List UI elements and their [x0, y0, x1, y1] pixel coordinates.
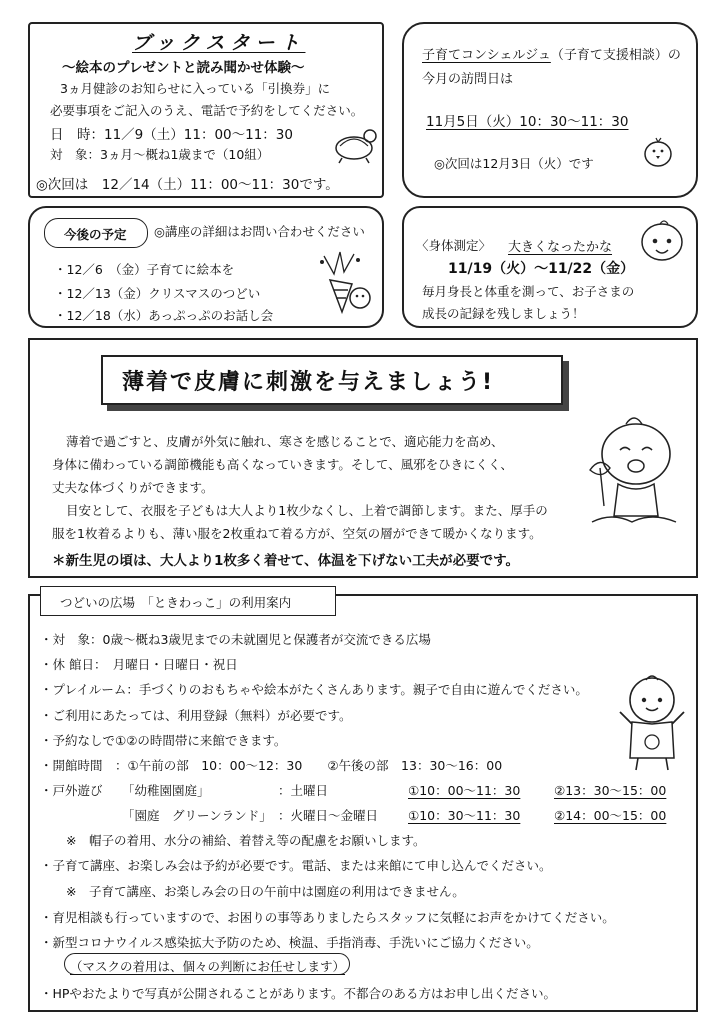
- concierge-title-rest: （子育て支援相談）の: [550, 48, 681, 63]
- turtle-icon: [328, 124, 376, 164]
- concierge-box: [402, 22, 698, 198]
- plaza-outdoor1-time-1: ①10：00～11：30: [408, 783, 521, 798]
- concierge-title: 子育てコンシェルジュ: [422, 48, 551, 63]
- schedule-item: ・12／18（水）あっぷっぷのお話し会: [54, 308, 274, 323]
- bookstart-date: 日 時：11／9（土）11：00～11：30: [50, 127, 293, 143]
- bookstart-desc-1: 3ヵ月健診のお知らせに入っている「引換券」に: [60, 81, 331, 96]
- plaza-hat-note: ※ 帽子の着用、水分の補給、着替え等の配慮をお願いします。: [66, 833, 426, 848]
- toddler-icon: [618, 672, 688, 772]
- plaza-target: ・対 象：0歳～概ね3歳児までの未就園児と保護者が交流できる広場: [40, 632, 431, 647]
- bookstart-box: [28, 22, 384, 198]
- skin-paragraph-line: 服を1枚着るよりも、薄い服を2枚重ねて着る方が、空気の層ができて暖かくなります。: [52, 526, 542, 541]
- bookstart-target: 対 象：3ヵ月～概ね1歳まで（10組）: [50, 147, 270, 162]
- bird-icon: [640, 136, 676, 170]
- plaza-outdoor-label: ・戸外遊び: [40, 783, 103, 798]
- party-bear-icon: [314, 246, 374, 318]
- plaza-hours: ・開館時間 ：①午前の部 10：00～12：30 ②午後の部 13：30～16：00: [40, 758, 503, 773]
- schedule-box: [28, 206, 384, 328]
- plaza-corona: ・新型コロナウイルス感染拡大予防のため、検温、手指消毒、手洗いにご協力ください。: [40, 935, 539, 950]
- bookstart-title: ブックスタート: [132, 32, 306, 54]
- skin-note: ＊新生児の頃は、大人より1枚多く着せて、体温を下げない工夫が必要です。: [52, 553, 520, 569]
- measure-title: 大きくなったかな: [508, 240, 613, 255]
- plaza-register: ・ご利用にあたっては、利用登録（無料）が必要です。: [40, 708, 352, 723]
- schedule-note: ◎講座の詳細はお問い合わせください: [154, 224, 365, 239]
- measure-desc-1: 毎月身長と体重を測って、お子さまの: [422, 284, 635, 299]
- concierge-next: ◎次回は12月3日（火）です: [434, 156, 594, 171]
- schedule-label: 今後の予定: [64, 227, 127, 242]
- schedule-item: ・12／13（金）クリスマスのつどい: [54, 286, 261, 301]
- plaza-booking-note: ※ 子育て講座、お楽しみ会の日の午前中は園庭の利用はできません。: [66, 884, 465, 899]
- plaza-outdoor1-place: 「幼稚園園庭」: [122, 783, 210, 798]
- plaza-noreserve: ・予約なしで①②の時間帯に来館できます。: [40, 733, 287, 748]
- plaza-outdoor2-day: ：火曜日～金曜日: [278, 808, 379, 823]
- concierge-line2: 今月の訪問日は: [422, 72, 514, 87]
- bookstart-next: ◎次回は 12／14（土）11：00～11：30です。: [36, 177, 339, 193]
- schedule-item: ・12／6 （金）子育てに絵本を: [54, 262, 235, 277]
- skin-paragraph-line: 薄着で過ごすと、皮膚が外気に触れ、寒さを感じることで、適応能力を高め、: [66, 434, 504, 449]
- plaza-outdoor2-time-1: ①10：30～11：30: [408, 808, 521, 823]
- bookstart-subtitle: ～絵本のプレゼントと読み聞かせ体験～: [62, 60, 305, 76]
- plaza-outdoor2-time-2: ②14：00～15：00: [554, 808, 667, 823]
- measure-label: 〈身体測定〉: [416, 238, 492, 253]
- measure-desc-2: 成長の記録を残しましょう！: [422, 306, 585, 321]
- plaza-playroom: ・プレイルーム：手づくりのおもちゃや絵本がたくさんあります。親子で自由に遊んでください。: [40, 682, 588, 697]
- baby-face-icon: [636, 214, 688, 266]
- plaza-tab: つどいの広場 「ときわっこ」の利用案内: [60, 595, 292, 610]
- plaza-mask: （マスクの着用は、個々の判断にお任せします）: [70, 959, 346, 974]
- skin-heading: 薄着で皮膚に刺激を与えましょう!: [122, 370, 495, 395]
- concierge-title-line: [422, 44, 681, 63]
- bookstart-desc-2: 必要事項をご記入のうえ、電話で予約をしてください。: [50, 103, 364, 118]
- plaza-outdoor1-time-2: ②13：30～15：00: [554, 783, 667, 798]
- skin-paragraph-line: 丈夫な体づくりができます。: [52, 480, 214, 495]
- concierge-date: 11月5日（火）10：30～11：30: [426, 114, 629, 130]
- plaza-photo: ・HPやおたよりで写真が公開されることがあります。不都合のある方はお申し出ください。: [40, 986, 556, 1001]
- plaza-closed: ・休 館日： 月曜日・日曜日・祝日: [40, 657, 238, 672]
- measure-dates: 11/19（火）～11/22（金）: [448, 261, 635, 277]
- plaza-outdoor1-day: ：土曜日: [278, 783, 329, 798]
- measure-box: [402, 206, 698, 328]
- skin-paragraph-line: 身体に備わっている調節機能も高くなっていきます。そして、風邪をひきにくく、: [52, 457, 513, 472]
- plaza-outdoor2-place: 「園庭 グリーンランド」: [122, 808, 272, 823]
- baby-with-leaf-icon: [582, 410, 682, 536]
- plaza-consult: ・育児相談も行っていますので、お困りの事等ありましたらスタッフに気軽にお声をかけてください。: [40, 910, 615, 925]
- plaza-booking: ・子育て講座、お楽しみ会は予約が必要です。電話、または来館にて申し込んでください。: [40, 858, 552, 873]
- skin-paragraph-line: 目安として、衣服を子どもは大人より1枚少なくし、上着で調節します。また、厚手の: [66, 503, 548, 518]
